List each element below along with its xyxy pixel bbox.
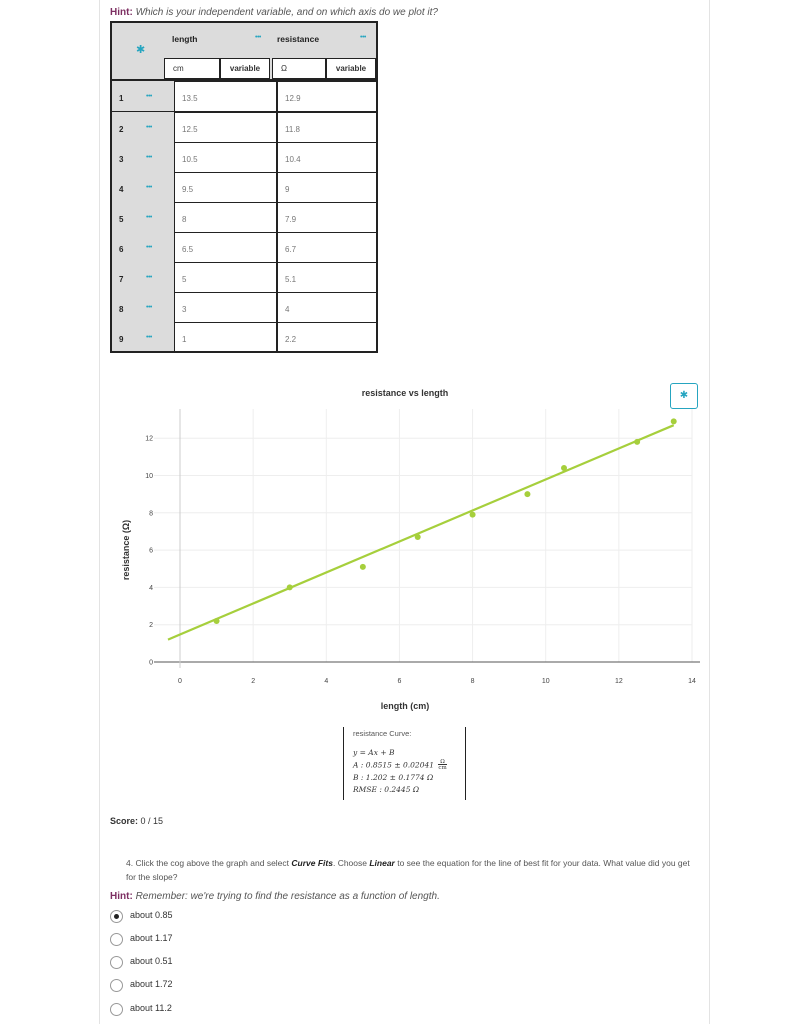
cell-resistance[interactable]: 6.7 [277, 232, 378, 263]
cell-length[interactable]: 1 [174, 322, 277, 353]
answer-option-label: about 11.2 [130, 1003, 172, 1013]
column-menu-length-icon[interactable]: ••• [255, 34, 261, 41]
row-index: 5 [110, 202, 138, 233]
row-menu-icon[interactable]: ••• [138, 81, 174, 112]
unit-field-resistance[interactable]: Ω [272, 58, 326, 79]
answer-option-label: about 0.85 [130, 910, 173, 920]
score-label: Score: [110, 816, 139, 826]
radio-button[interactable] [110, 979, 123, 992]
row-menu-icon[interactable]: ••• [138, 172, 174, 203]
hint-text: Remember: we're trying to find the resistance as a function of length. [135, 891, 440, 902]
data-point [415, 534, 421, 540]
gear-icon[interactable]: ✱ [136, 44, 146, 56]
question-prefix: 4. Click the cog above the graph and select [126, 858, 292, 868]
cell-resistance[interactable]: 5.1 [277, 262, 378, 293]
fit-parameter-a-unit [438, 760, 446, 771]
x-tick-label: 2 [251, 678, 256, 685]
unit-field-length[interactable]: cm [164, 58, 220, 79]
fit-parameter-b: B : 1.202 ± 0.1774 Ω [353, 773, 434, 782]
y-tick-label: 6 [149, 547, 153, 555]
curve-fit-title: resistance Curve: [353, 729, 412, 738]
fit-rmse: RMSE : 0.2445 Ω [353, 785, 420, 794]
hint-text: Which is your independent variable, and on which axis do we plot it? [135, 7, 438, 18]
hint-function-of-length [110, 891, 440, 902]
x-tick-label: 14 [688, 678, 696, 685]
panel-border-right [709, 0, 710, 1024]
row-menu-icon[interactable]: ••• [138, 112, 174, 143]
data-point [470, 512, 476, 518]
cell-resistance[interactable]: 9 [277, 172, 378, 203]
row-index: 6 [110, 232, 138, 263]
table-row [110, 262, 378, 293]
cell-length[interactable]: 13.5 [174, 81, 277, 112]
score [110, 816, 163, 826]
row-menu-icon[interactable]: ••• [138, 232, 174, 263]
column-header-length[interactable]: length [172, 34, 198, 44]
table-row [110, 81, 378, 112]
table-row [110, 142, 378, 173]
y-axis-label: resistance (Ω) [121, 519, 131, 581]
answer-option-label: about 1.72 [130, 979, 173, 989]
fit-parameter-a [353, 760, 447, 771]
score-value: 0 / 15 [140, 816, 164, 826]
cell-length[interactable]: 10.5 [174, 142, 277, 173]
hint-independent-variable [110, 7, 438, 18]
fit-parameter-a-value: A : 0.8515 ± 0.02041 [353, 760, 435, 770]
radio-button-selected[interactable] [110, 910, 123, 923]
row-menu-icon[interactable]: ••• [138, 202, 174, 233]
row-index: 1 [110, 81, 138, 112]
answer-option-label: about 0.51 [130, 956, 173, 966]
y-tick-label: 0 [149, 659, 153, 667]
table-row [110, 232, 378, 263]
radio-button[interactable] [110, 933, 123, 946]
row-menu-icon[interactable]: ••• [138, 142, 174, 173]
x-tick-label: 8 [470, 678, 475, 685]
fit-line [168, 425, 674, 639]
graph-settings-gear-icon[interactable]: ✱ [670, 383, 698, 409]
cell-length[interactable]: 8 [174, 202, 277, 233]
row-index: 8 [110, 292, 138, 323]
column-menu-resistance-icon[interactable]: ••• [360, 34, 366, 41]
table-row [110, 112, 378, 143]
row-index: 2 [110, 112, 138, 143]
x-tick-label: 4 [324, 678, 329, 685]
type-field-resistance[interactable]: variable [326, 58, 376, 79]
data-point [360, 564, 366, 570]
row-menu-icon[interactable]: ••• [138, 322, 174, 353]
data-point [214, 618, 220, 624]
unit-numerator: Ω [440, 759, 445, 765]
radio-button[interactable] [110, 956, 123, 969]
x-tick-label: 12 [614, 678, 623, 685]
data-point [287, 584, 293, 590]
cell-resistance[interactable]: 10.4 [277, 142, 378, 173]
cell-resistance[interactable]: 2.2 [277, 322, 378, 353]
question-suffix: to see the equation for the line of best fit for your data. What value did you get for the slope? [126, 858, 690, 882]
table-row [110, 202, 378, 233]
y-tick-label: 8 [149, 510, 153, 518]
question-text [126, 856, 696, 884]
cell-length[interactable]: 9.5 [174, 172, 277, 203]
cell-resistance[interactable]: 4 [277, 292, 378, 323]
fit-equation: y = Ax + B [353, 748, 395, 757]
data-point [634, 439, 640, 445]
cell-length[interactable]: 3 [174, 292, 277, 323]
type-field-length[interactable]: variable [220, 58, 270, 79]
x-tick-label: 0 [178, 678, 182, 685]
question-bold-curve-fits: Curve Fits [291, 858, 333, 868]
panel-border-left [99, 0, 100, 1024]
cell-resistance[interactable]: 11.8 [277, 112, 378, 143]
unit-denominator: cm [438, 764, 447, 771]
row-index: 3 [110, 142, 138, 173]
row-index: 7 [110, 262, 138, 293]
chart-title: resistance vs length [361, 388, 449, 398]
table-row [110, 172, 378, 203]
x-tick-label: 10 [541, 678, 550, 685]
radio-button[interactable] [110, 1003, 123, 1016]
y-tick-label: 10 [145, 473, 153, 480]
answer-option-label: about 1.17 [130, 933, 173, 943]
data-table [110, 21, 378, 353]
y-tick-label: 2 [149, 622, 153, 630]
x-axis-label: length (cm) [380, 701, 430, 711]
table-row [110, 322, 378, 353]
cell-resistance[interactable]: 7.9 [277, 202, 378, 233]
table-header [110, 21, 378, 81]
question-mid: . Choose [332, 858, 370, 868]
data-point [524, 491, 530, 497]
table-row [110, 292, 378, 323]
data-point [561, 465, 567, 471]
cell-length[interactable]: 12.5 [174, 112, 277, 143]
cell-resistance[interactable]: 12.9 [277, 81, 378, 112]
y-tick-label: 4 [149, 584, 153, 592]
cell-length[interactable]: 6.5 [174, 232, 277, 263]
row-menu-icon[interactable]: ••• [138, 262, 174, 293]
row-menu-icon[interactable]: ••• [138, 292, 174, 323]
hint-label: Hint: [110, 7, 133, 18]
column-header-resistance[interactable]: resistance [277, 34, 320, 44]
question-bold-linear: Linear [369, 858, 395, 868]
x-tick-label: 6 [397, 678, 402, 685]
data-point [671, 418, 677, 424]
scatter-plot[interactable] [110, 400, 702, 696]
y-tick-label: 12 [145, 435, 153, 443]
hint-label: Hint: [110, 891, 133, 902]
curve-fit-box [343, 727, 466, 800]
row-index: 9 [110, 322, 138, 353]
cell-length[interactable]: 5 [174, 262, 277, 293]
row-index: 4 [110, 172, 138, 203]
